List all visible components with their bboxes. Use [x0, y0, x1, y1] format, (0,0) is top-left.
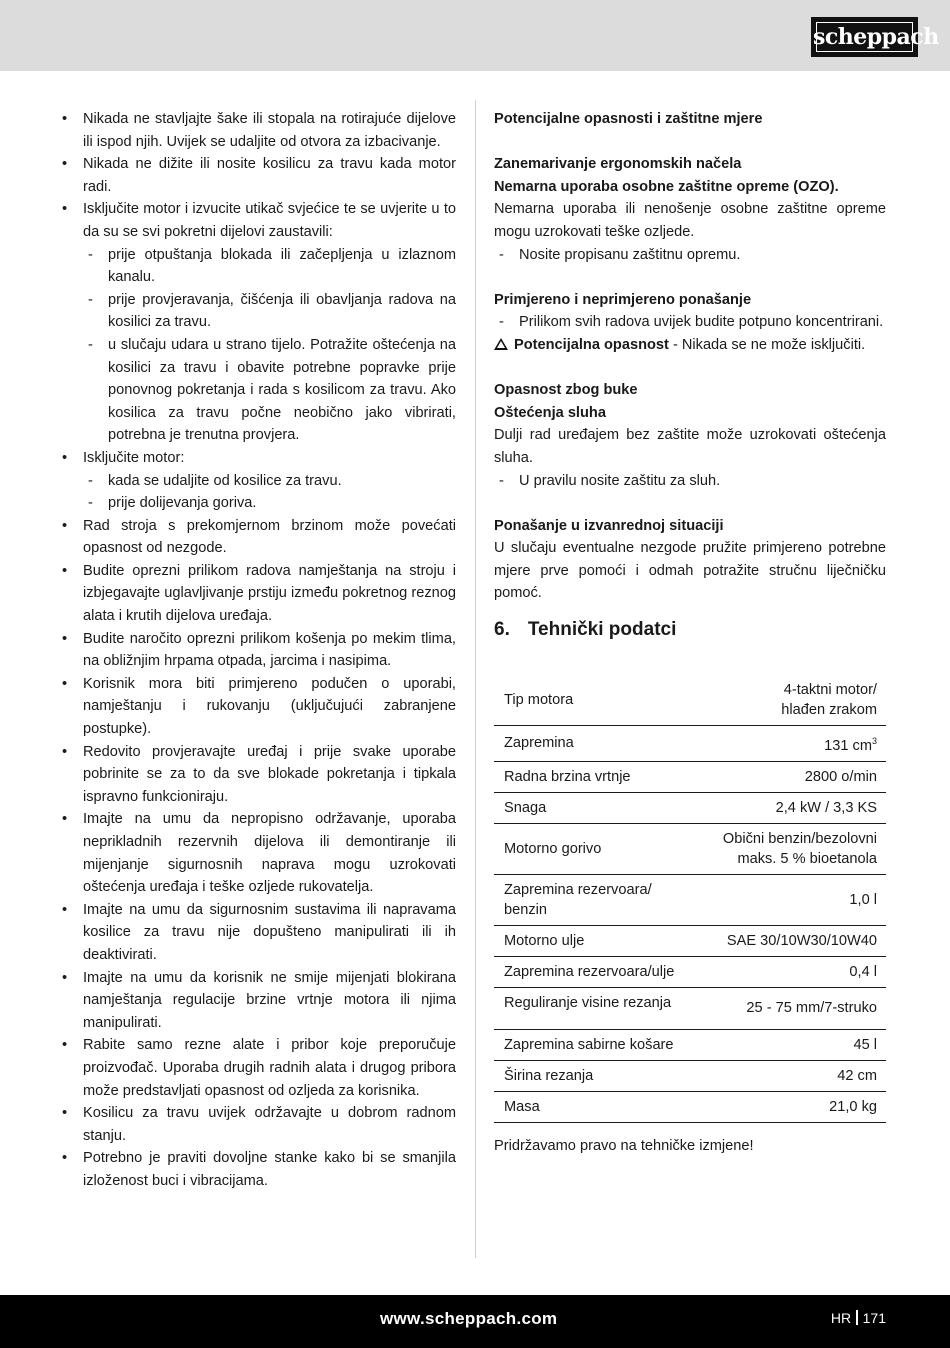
- page-indicator: [831, 1295, 886, 1342]
- list-item: • Budite oprezni prilikom radova namještanja na stroju i izbjegavajte uglavljivanje prstiju između pokretnog reznog alata i krutih dijelova uređaja.: [62, 560, 456, 628]
- spec-label: Radna brzina vrtnje: [494, 761, 699, 792]
- spec-label: Motorno ulje: [494, 925, 699, 956]
- ppe-text: Nemarna uporaba ili nenošenje osobne zaštitne opreme mogu uzrokovati teške ozljede.: [494, 201, 886, 240]
- spec-label: Masa: [494, 1091, 699, 1122]
- list-item: • Imajte na umu da sigurnosnim sustavima ili napravama kosilice za travu nije dopušteno manipulirati ili ih deaktivirati.: [62, 899, 456, 967]
- behaviour-measures: [494, 311, 886, 334]
- list-item: • Potrebno je praviti dovoljne stanke kako bi se smanjila izloženost buci i vibracijama.: [62, 1147, 456, 1192]
- warning-label: Potencijalna opasnost: [514, 336, 669, 353]
- spec-value: 45 l: [699, 1029, 886, 1060]
- technical-changes-note: Pridržavamo pravo na tehničke izmjene!: [494, 1137, 754, 1154]
- list-item-text: Isključite motor:: [83, 449, 185, 466]
- list-item: • Korisnik mora biti primjereno podučen o uporabi, namještanju i rukovanju (uključujući zabranjene postupke).: [62, 673, 456, 741]
- spec-label: Zapremina rezervoara/ulje: [494, 956, 699, 987]
- noise-heading: Opasnost zbog buke: [494, 382, 638, 399]
- emergency-heading: Ponašanje u izvanrednoj situaciji: [494, 517, 724, 534]
- technical-data-table: [494, 675, 886, 1123]
- spec-value: 25 - 75 mm/7-struko: [699, 987, 886, 1029]
- ppe-heading: Nemarna uporaba osobne zaštitne opreme (OZO).: [494, 178, 839, 195]
- sub-list-item: - U pravilu nosite zaštitu za sluh.: [494, 470, 886, 493]
- spec-label: Širina rezanja: [494, 1060, 699, 1091]
- sub-list-item: - Nosite propisanu zaštitnu opremu.: [494, 244, 886, 267]
- page-separator: [856, 1310, 858, 1325]
- table-row: [494, 925, 886, 956]
- table-row: [494, 1029, 886, 1060]
- spec-value: 131 $cm^3$: [699, 726, 886, 762]
- list-item: • Kosilicu za travu uvijek održavajte u dobrom radnom stanju.: [62, 1102, 456, 1147]
- hazards-title: Potencijalne opasnosti i zaštitne mjere: [494, 111, 763, 127]
- spec-value: SAE 30/10W30/10W40: [699, 925, 886, 956]
- behaviour-heading: Primjereno i neprimjereno ponašanje: [494, 291, 752, 308]
- noise-text: Dulji rad uređajem bez zaštite može uzrokovati oštećenja sluha.: [494, 427, 886, 466]
- safety-instructions-column: [62, 108, 456, 1193]
- list-item: • Imajte na umu da nepropisno održavanje, uporaba neprikladnih rezervnih dijelova ili demontiranje ili mijenjanje sigurnosnih naprava mogu uzrokovati oštećenja uređaja i teške ozljede rukovatelja.: [62, 808, 456, 898]
- section-number: 6.: [494, 618, 510, 640]
- column-divider: [475, 100, 476, 1258]
- spec-value: 0,4 l: [699, 956, 886, 987]
- spec-value: 1,0 l: [699, 874, 886, 925]
- table-row: [494, 956, 886, 987]
- page-number: 171: [862, 1310, 886, 1326]
- spec-label: Tip motora: [494, 675, 699, 726]
- safety-bullet-list: [62, 108, 456, 1193]
- ergonomics-heading: Zanemarivanje ergonomskih načela: [494, 156, 742, 173]
- table-row: [494, 1091, 886, 1122]
- hazards-and-specs-column: [494, 108, 886, 1158]
- list-item: • Rabite samo rezne alate i pribor koje preporučuje proizvođač. Uporaba drugih radnih alata i drugog pribora može predstavljati opasnost od ozljeda za korisnika.: [62, 1034, 456, 1102]
- spec-value: 4-taktni motor/ hlađen zrakom: [699, 675, 886, 726]
- list-item: • Redovito provjeravajte uređaj i prije svake uporabe pobrinite se za to da sve blokade pokretanja i tipkala ispravno funkcioniraju.: [62, 741, 456, 809]
- section-heading: [494, 615, 886, 645]
- list-item-text: Isključite motor i izvucite utikač svjećice te se uvjerite u to da su se svi pokretni dijelovi zaustavili:: [83, 201, 456, 240]
- table-row: [494, 874, 886, 925]
- scheppach-logo: scheppach: [811, 17, 918, 57]
- list-item: • Budite naročito oprezni prilikom košenja po mekim tlima, na obližnjim hrpama otpada, jarcima i nasipima.: [62, 628, 456, 673]
- residual-risk-warning: [494, 334, 886, 357]
- spec-label: Zapremina rezervoara/ benzin: [494, 874, 699, 925]
- spec-value: 21,0 kg: [699, 1091, 886, 1122]
- list-item: • Nikada ne dižite ili nosite kosilicu za travu kada motor radi.: [62, 153, 456, 198]
- section-title: Tehnički podatci: [527, 618, 677, 640]
- spec-label: Motorno gorivo: [494, 823, 699, 874]
- spec-value: 2,4 kW / 3,3 KS: [699, 792, 886, 823]
- table-row: [494, 726, 886, 762]
- spec-label: Zapremina sabirne košare: [494, 1029, 699, 1060]
- list-item: [62, 198, 456, 447]
- warning-triangle-icon: [494, 338, 508, 350]
- footer-bar: [0, 1295, 950, 1348]
- list-item: • Imajte na umu da korisnik ne smije mijenjati blokirana namještanja regulacije brzine vrtnje motora ili njima manipulirati.: [62, 967, 456, 1035]
- sub-list-item: - u slučaju udara u strano tijelo. Potražite oštećenja na kosilici za travu i obavite potrebne popravke prije ponovnog pokretanja i rada s kosilicom za travu. Ako kosilica za travu počne neobično jako vibrirati, potrebna je trenutna provjera.: [83, 334, 456, 447]
- spec-label: Zapremina: [494, 726, 699, 762]
- list-item: • Nikada ne stavljajte šake ili stopala na rotirajuće dijelove ili ispod njih. Uvijek se udaljite od otvora za izbacivanje.: [62, 108, 456, 153]
- emergency-text: U slučaju eventualne nezgode pružite primjereno potrebne mjere prve pomoći i odmah potražite stručnu liječničku pomoć.: [494, 540, 886, 602]
- language-code: HR: [830, 1310, 852, 1326]
- website-link[interactable]: www.scheppach.com: [380, 1309, 558, 1328]
- table-row: [494, 675, 886, 726]
- sub-list-item: - prije otpuštanja blokada ili začepljenja u izlaznom kanalu.: [83, 244, 456, 289]
- table-row: [494, 987, 886, 1029]
- spec-value: 2800 o/min: [699, 761, 886, 792]
- sub-list-item: - prije dolijevanja goriva.: [83, 492, 456, 515]
- table-row: [494, 1060, 886, 1091]
- spec-label: Snaga: [494, 792, 699, 823]
- table-row: [494, 792, 886, 823]
- list-item: • Rad stroja s prekomjernom brzinom može povećati opasnost od nezgode.: [62, 515, 456, 560]
- sub-list: [83, 470, 456, 515]
- sub-list-item: - kada se udaljite od kosilice za travu.: [83, 470, 456, 493]
- spec-value: 42 cm: [699, 1060, 886, 1091]
- table-row: [494, 761, 886, 792]
- list-item: [62, 447, 456, 515]
- spec-value: Obični benzin/bezolovni maks. 5 % bioetanola: [699, 823, 886, 874]
- sub-list: [83, 244, 456, 447]
- hearing-damage-heading: Oštećenja sluha: [494, 404, 606, 421]
- noise-measures: [494, 470, 886, 493]
- warning-text: - Nikada se ne može isključiti.: [668, 336, 866, 353]
- sub-list-item: - prije provjeravanja, čišćenja ili obavljanja radova na kosilici za travu.: [83, 289, 456, 334]
- header-band: [0, 0, 950, 71]
- spec-label: Reguliranje visine rezanja: [494, 987, 699, 1029]
- ppe-measures: [494, 244, 886, 267]
- table-row: [494, 823, 886, 874]
- sub-list-item: - Prilikom svih radova uvijek budite potpuno koncentrirani.: [494, 311, 886, 334]
